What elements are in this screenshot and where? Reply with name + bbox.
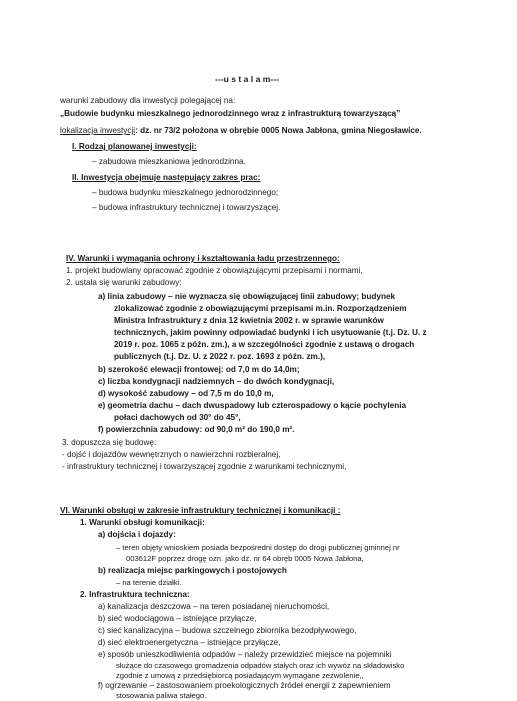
section-4-line: zlokalizować zgodnie z obowiązującymi przepisami m.in. Rozporządzeniem: [114, 304, 407, 313]
section-6-line: zgodnie z umową z przedsiębiorcą posiadającym wymagane zezwolenie,,: [116, 671, 364, 680]
section-2-item: – budowa infrastruktury technicznej i towarzyszącej.: [92, 203, 281, 212]
section-2-item: – budowa budynku mieszkalnego jednorodzinnego;: [92, 188, 279, 197]
section-1-heading: I. Rodzaj planowanej inwestycji:: [72, 142, 197, 151]
location-line: [60, 126, 422, 136]
section-4-line: publicznych (t.j. Dz. U. z 2022 r. poz. 1693 z późn. zm.),: [114, 352, 326, 361]
section-6-line: 2. Infrastruktura techniczna:: [80, 590, 190, 599]
section-6-line: 1. Warunki obsługi komunikacji:: [80, 518, 205, 527]
section-6-heading: VI. Warunki obsługi w zakresie infrastruktury technicznej i komunikacji :: [60, 506, 341, 515]
section-6-line: a) dojścia i dojazdy:: [98, 530, 176, 539]
section-4-line: - infrastruktury technicznej i towarzyszącej zgodnie z warunkami technicznymi,: [62, 462, 347, 471]
section-6-line: – na terenie działki.: [116, 578, 182, 587]
section-4-line: f) powierzchnia zabudowy: od 90,0 m² do 190,0 m².: [98, 425, 295, 434]
location-value: : dz. nr 73/2 położona w obrębie 0005 Nowa Jabłona, gmina Niegosławice.: [135, 126, 422, 135]
section-4-line: d) wysokość zabudowy – od 7,5 m do 10,0 m,: [98, 389, 274, 398]
section-2-heading: II. Inwestycja obejmuje następujący zakres prac:: [72, 173, 261, 182]
section-4-line: połaci dachowych od 30° do 45°,: [114, 413, 241, 422]
section-4-line: 2. ustala się warunki zabudowy:: [66, 278, 182, 287]
section-4-line: technicznych, jakim powinny odpowiadać budynki i ich usytuowanie (t.j. Dz. U. z: [114, 328, 427, 337]
section-6-line: b) realizacja miejsc parkingowych i postojowych: [98, 566, 287, 575]
section-1-item: – zabudowa mieszkaniowa jednorodzinna.: [92, 157, 246, 166]
section-4-line: e) geometria dachu – dach dwuspadowy lub czterospadowy o kącie pochylenia: [98, 401, 407, 410]
investment-name: „Budowie budynku mieszkalnego jednorodzinnego wraz z infrastrukturą towarzyszącą”: [60, 109, 401, 118]
section-6-line: stosowania paliwa stałego.: [116, 691, 207, 700]
document-title: ---u s t a l a m---: [215, 74, 279, 84]
section-6-line: 003612F poprzez drogę ozn. jako dz. nr 64 obręb 0005 Nowa Jabłona,: [126, 554, 364, 563]
section-4-line: 2019 r. poz. 1065 z późn. zm.), a w szczególności zgodnie z ustawą o drogach: [114, 340, 415, 349]
section-6-line: d) sieć elektroenergetyczna – istniejące przyłącze,: [98, 638, 281, 647]
section-6-line: b) sieć wodociągowa – istniejące przyłącze,: [98, 614, 257, 623]
location-label: lokalizacja inwestycji: [60, 126, 136, 135]
intro-line: warunki zabudowy dla inwestycji polegającej na:: [60, 96, 236, 105]
section-4-line: - dojść i dojazdów wewnętrznych o nawierzchni rozbieralnej,: [62, 450, 281, 459]
section-4-line: 1. projekt budowlany opracować zgodnie z obowiązującymi przepisami i normami,: [66, 266, 363, 275]
section-4-line: b) szerokość elewacji frontowej: od 7,0 m do 14,0m;: [98, 365, 300, 374]
section-4-line: c) liczba kondygnacji nadziemnych – do dwóch kondygnacji,: [98, 377, 335, 386]
section-6-line: c) sieć kanalizacyjna – budowa szczelnego zbiornika bezodpływowego,: [98, 626, 357, 635]
section-6-line: a) kanalizacja deszczowa – na teren posiadanej nieruchomości,: [98, 602, 330, 611]
section-6-line: e) sposób unieszkodliwienia odpadów – należy przewidzieć miejsce na pojemniki: [98, 650, 392, 659]
section-6-line: – teren objęty wnioskiem posiada bezpośredni dostęp do drogi publicznej gminnej nr: [116, 543, 400, 552]
section-6-line: f) ogrzewanie – zastosowaniem proekologicznych źródeł energii z zapewnieniem: [98, 681, 391, 690]
section-4-heading: IV. Warunki i wymagania ochrony i kształtowania ładu przestrzennego:: [66, 254, 340, 263]
section-4-line: Ministra Infrastruktury z dnia 12 kwietnia 2002 r. w sprawie warunków: [114, 316, 384, 325]
section-6-line: służące do czasowego gromadzenia odpadów stałych oraz ich wywóz na składowisko: [116, 661, 405, 670]
section-4-line: a) linia zabudowy – nie wyznacza się obowiązującej linii zabudowy; budynek: [98, 292, 396, 301]
section-4-line: 3. dopuszcza się budowę:: [62, 438, 157, 447]
